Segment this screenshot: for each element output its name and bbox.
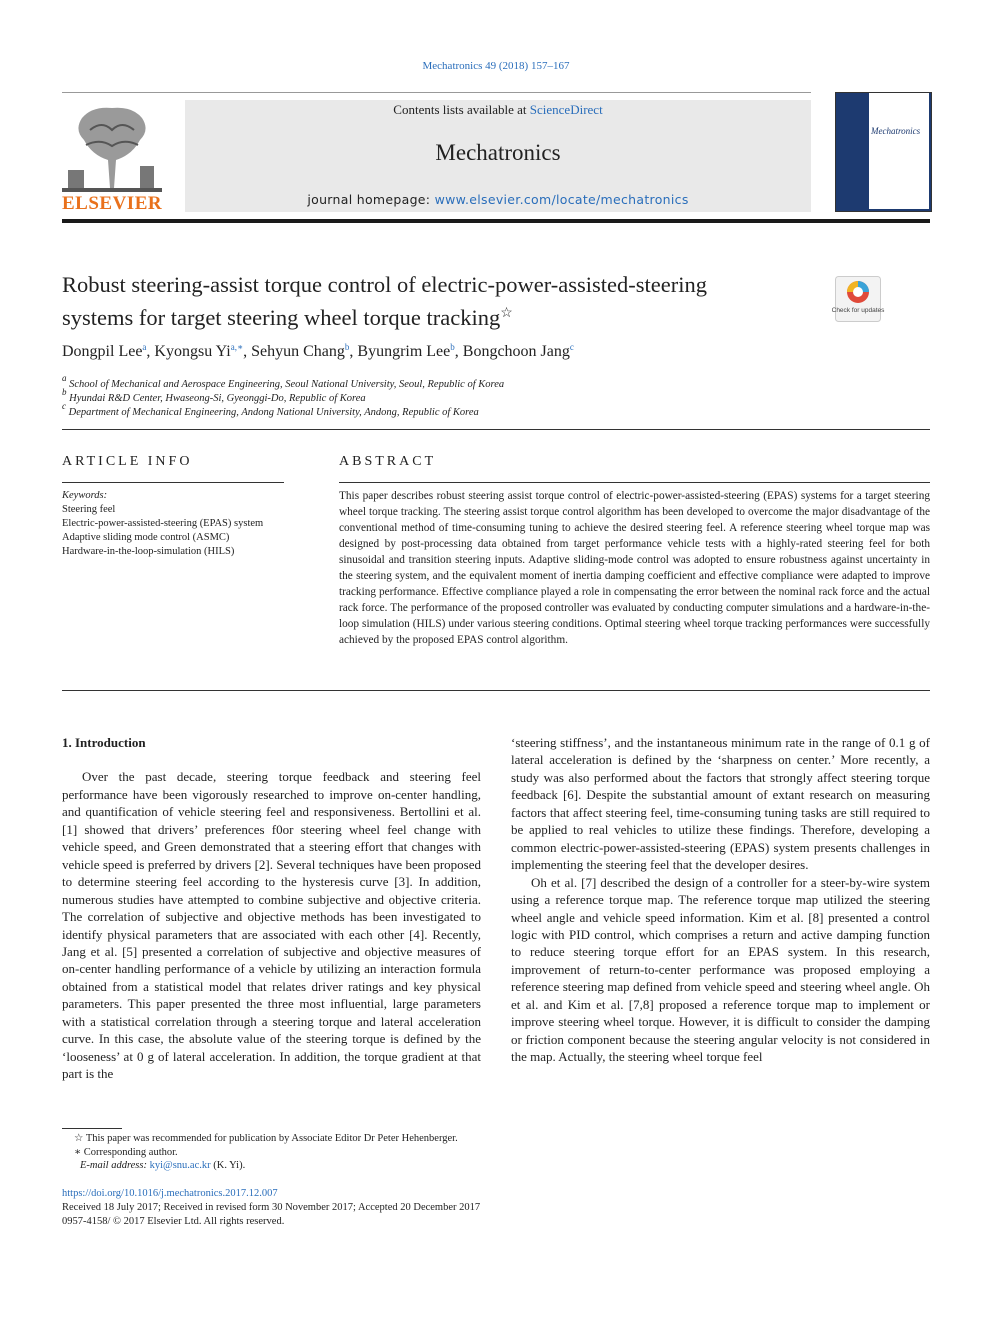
footnote-corresponding: ∗ Corresponding author.	[74, 1147, 178, 1158]
keyword: Electric-power-assisted-steering (EPAS) system	[62, 518, 264, 529]
divider	[62, 429, 930, 430]
keyword: Adaptive sliding mode control (ASMC)	[62, 532, 230, 543]
abstract-heading: ABSTRACT	[339, 454, 437, 469]
header-top-rule	[62, 92, 811, 93]
paragraph: Oh et al. [7] described the design of a controller for a steer-by-wire system using a reference torque map. The reference torque map utilized the steering wheel angle and vehicle speed information. Kim et al. [8] presented a control logic with PID control, which comprises a return and active damping function to reduce steering torque effort for an EPAS system. In this research, improvement of return-to-center performance was proposed employing a reference steering map defined from vehicle speed and steering wheel angle. Oh et al. and Kim et al. [7,8] proposed a reference torque map to implement or improve steering wheel torque. However, it is difficult to consider the damping or friction component because the steering angular velocity is not considered in the map. Actually, the steering wheel torque feel	[511, 874, 930, 1065]
author-name: Bongchoon Jang	[462, 343, 570, 360]
contents-line: Contents lists available at ScienceDirect	[393, 102, 603, 117]
email-link[interactable]: kyi@snu.ac.kr	[149, 1160, 211, 1171]
check-for-updates-label: Check for updates	[831, 307, 885, 314]
divider	[62, 482, 284, 483]
keywords-label: Keywords:	[62, 490, 108, 501]
paragraph: ‘steering stiffness’, and the instantaneous minimum rate in the range of 0.1 g of lateral acceleration is defined by the ‘sharpness on center.’ More recently, a study was also performed about the factors that strongly affect steering torque feedback [6]. Despite the substantial amount of extant research on measuring factors that affect steering feel, time-consuming tuning tasks are still required to be applied to real vehicles to utilize these findings. Therefore, developing a common electric-power-assisted-steering (EPAS) system presents challenges in implementing the steering feel that the developer desires.	[511, 735, 930, 873]
body-left-column	[62, 734, 481, 1083]
author-affil-mark[interactable]: c	[569, 342, 574, 352]
author-name: Sehyun Chang	[251, 343, 345, 360]
paragraph: Over the past decade, steering torque feedback and steering feel performance have been vigorously researched to improve on-center handling, and quantification of vehicle steering feel and responsiveness. Bertollini et al. [1] showed that drivers’ preferences f0or steering wheel feel change with vehicle speed, and Green demonstrated that a steering effort that changes with vehicle speed is preferred by drivers [2]. Several techniques have been proposed to determine steering feel according to the hysteresis curve [3]. In addition, numerous studies have attempted to combine subjective and objective criteria. The correlation of subjective and objective methods has been investigated to identify physical parameters that are associated with each other [4]. Recently, Jang et al. [5] presented a correlation of subjective and objective measures of on-center handling performance of a vehicle by utilizing an interaction formula obtained from a statistical model that relates driver ratings and key physical parameters. This paper presented the three most influential, large parameters with a statistical correlation through a steering torque and lateral acceleration curve. In this case, the absolute value of the steering torque is defined by the ‘looseness’ at 0 g of lateral acceleration. In addition, the torque gradient at that part is the	[62, 769, 481, 1082]
citation-link[interactable]: Mechatronics 49 (2018) 157–167	[422, 60, 570, 72]
doi	[62, 1188, 278, 1199]
affiliation: $^b$ Hyundai R&D Center, Hwaseong-Si, Gyeonggi-Do, Republic of Korea	[62, 387, 366, 404]
divider	[62, 690, 930, 691]
homepage-link[interactable]: www.elsevier.com/locate/mechatronics	[434, 192, 689, 207]
publisher-wordmark: ELSEVIER	[62, 193, 163, 214]
received-dates: Received 18 July 2017; Received in revised form 30 November 2017; Accepted 20 December 2017	[62, 1202, 481, 1213]
keyword: Steering feel	[62, 504, 116, 515]
author-affil-mark[interactable]: b	[450, 342, 455, 352]
sciencedirect-link[interactable]: ScienceDirect	[529, 102, 603, 117]
author-list: Dongpil Lee$^a$, Kyongsu $Yi^{a,∗}$, Sehyun Chang$^b$, Byungrim Lee$^b$, Bongchoon Jang$^c$	[62, 342, 574, 360]
check-for-updates-badge[interactable]	[831, 276, 885, 322]
journal-cover-title: Mechatronics	[871, 126, 921, 136]
author-name: Byungrim Lee	[357, 343, 451, 360]
journal-citation[interactable]	[0, 60, 992, 72]
footnote-rule	[62, 1128, 122, 1129]
author-affil-mark[interactable]: a	[142, 342, 147, 352]
author-affil-mark[interactable]: b	[344, 342, 350, 352]
author-affil-mark[interactable]: a,∗	[230, 342, 244, 352]
section-heading: 1. Introduction	[62, 735, 146, 750]
keyword: Hardware-in-the-loop-simulation (HILS)	[62, 546, 235, 557]
copyright: 0957-4158/ © 2017 Elsevier Ltd. All rights reserved.	[62, 1216, 285, 1227]
body-right-column	[511, 734, 930, 1066]
journal-cover-panel	[869, 93, 929, 209]
footnote-email: E-mail address: kyi@snu.ac.kr (K. Yi).	[80, 1160, 246, 1171]
journal-homepage: journal homepage: www.elsevier.com/locate/mechatronics	[307, 192, 689, 207]
affiliation: $^a$ School of Mechanical and Aerospace Engineering, Seoul National University, Seoul, Republic of Korea	[62, 373, 505, 390]
title-footnote-mark[interactable]: ☆	[500, 306, 513, 321]
abstract-text: This paper describes robust steering assist torque control of electric-power-assisted-steering (EPAS) systems for a target steering wheel torque tracking. The steering assist torque control algorithm has been developed to overcome the major disadvantage of the conventional method of time-consuming tuning to achieve the desired steering feel. A reference steering wheel torque map was designed by post-processing data obtained from target performance vehicle tests with a highly-rated steering feel for both sinusoidal and transition steering inputs. Adaptive sliding-mode control was adopted to ensure robustness against uncertainty in the steering system, and the equivalent moment of inertia damping coefficient and effective compliance were adapted to improve tracking performance. Effective compliance played a role in compensating the error between the nominal rack force and the actual rack force. The performance of the proposed controller was evaluated by conducting computer simulations and a hardware-in-the-loop simulation (HILS) under various steering conditions. Optimal steering wheel torque tracking performances were successfully achieved by the proposed EPAS control algorithm.	[339, 490, 930, 646]
article-title: Robust steering-assist torque control of electric-power-assisted-steering systems for target steering wheel torque tracking☆	[62, 272, 707, 330]
article-info-heading: ARTICLE INFO	[62, 454, 193, 469]
divider	[339, 482, 930, 483]
doi-link[interactable]: https://doi.org/10.1016/j.mechatronics.2017.12.007	[62, 1188, 278, 1199]
affiliation: $^c$ Department of Mechanical Engineering, Andong National University, Andong, Republic of Korea	[62, 401, 479, 418]
author-name: Kyongsu Yi	[154, 343, 231, 360]
footnote-recommendation: ☆ This paper was recommended for publication by Associate Editor Dr Peter Hehenberger.	[74, 1133, 458, 1144]
header-thick-rule	[62, 219, 930, 223]
journal-name: Mechatronics	[435, 140, 561, 165]
author-name: Dongpil Lee	[62, 343, 143, 360]
